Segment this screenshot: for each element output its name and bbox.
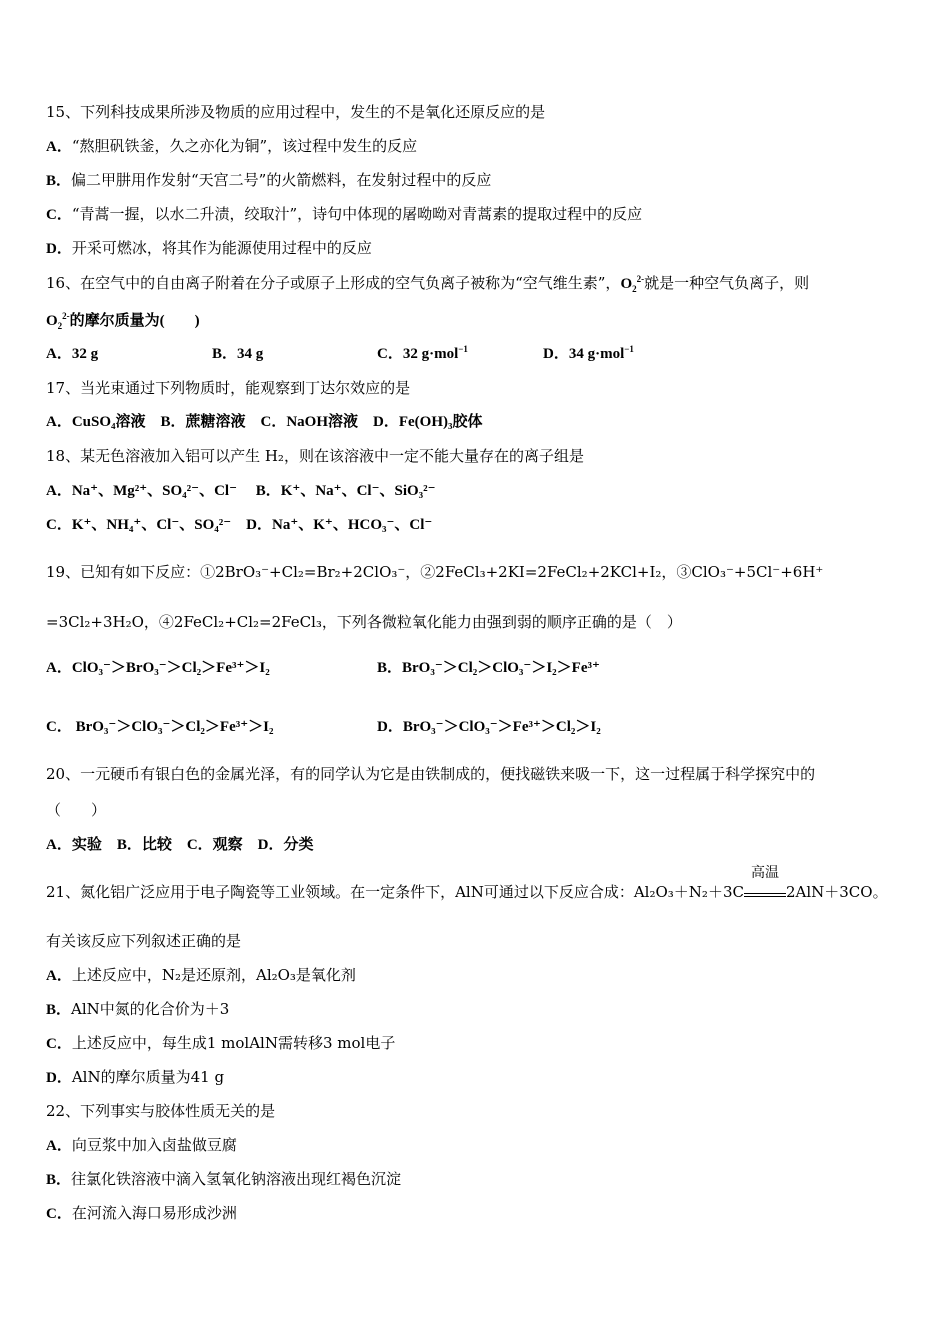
q20-stem: 20、一元硬币有银白色的金属光泽，有的同学认为它是由铁制成的，便找磁铁来吸一下，这一过程属于科学探究中的 — [46, 765, 816, 783]
q18-options-cd: C．K⁺、NH₄⁺、Cl⁻、SO₄²⁻ D．Na⁺、K⁺、HCO₃⁻、Cl⁻ — [46, 517, 433, 533]
q19-option-b: B．BrO₃⁻＞Cl₂＞ClO₃⁻＞I₂＞Fe³⁺ — [377, 660, 600, 676]
q19-option-a: A．ClO₃⁻＞BrO₃⁻＞Cl₂＞Fe³⁺＞I₂ — [46, 660, 270, 676]
q19-option-c: C． BrO₃⁻＞ClO₃⁻＞Cl₂＞Fe³⁺＞I₂ — [46, 719, 274, 735]
q18-stem: 18、某无色溶液加入铝可以产生 H₂，则在该溶液中一定不能大量存在的离子组是 — [46, 447, 584, 465]
q22-option-c: C．在河流入海口易形成沙洲 — [46, 1204, 237, 1222]
q15-stem: 15、下列科技成果所涉及物质的应用过程中，发生的不是氧化还原反应的是 — [46, 103, 546, 121]
q15-option-a: A．“熬胆矾铁釜，久之亦化为铜”，该过程中发生的反应 — [46, 137, 418, 155]
q22-stem: 22、下列事实与胶体性质无关的是 — [46, 1102, 276, 1120]
q20-paren: （ ） — [46, 801, 107, 819]
q16-option-b: B．34 g — [212, 346, 264, 362]
q15-option-b: B．偏二甲肼用作发射“天宫二号”的火箭燃料，在发射过程中的反应 — [46, 171, 492, 189]
q17-stem: 17、当光束通过下列物质时，能观察到丁达尔效应的是 — [46, 379, 411, 397]
q22-option-b: B．往氯化铁溶液中滴入氢氧化钠溶液出现红褐色沉淀 — [46, 1170, 402, 1188]
q21-option-a: A．上述反应中，N₂是还原剂，Al₂O₃是氧化剂 — [46, 966, 356, 984]
reaction-condition-arrow: 高温 — [744, 885, 786, 897]
q15-option-d: D．开采可燃冰，将其作为能源使用过程中的反应 — [46, 239, 372, 257]
q20-options: A．实验 B．比较 C．观察 D．分类 — [46, 837, 314, 853]
q17-options: A．CuSO₄溶液 B．蔗糖溶液 C．NaOH溶液 D．Fe(OH)₃胶体 — [46, 414, 483, 430]
q22-option-a: A．向豆浆中加入卤盐做豆腐 — [46, 1136, 237, 1154]
q19-option-d: D．BrO₃⁻＞ClO₃⁻＞Fe³⁺＞Cl₂＞I₂ — [377, 719, 601, 735]
q21-option-d: D．AlN的摩尔质量为41 g — [46, 1068, 225, 1086]
q16-stem-cont: $O_2^{2-}$的摩尔质量为( ) — [46, 311, 200, 331]
q21-option-c: C．上述反应中，每生成1 molAlN需转移3 mol电子 — [46, 1034, 396, 1052]
q16-option-c: C．32 g·mol$^{-1}$ — [377, 344, 468, 362]
q16-stem: 16、在空气中的自由离子附着在分子或原子上形成的空气负离子被称为“空气维生素”，$O_2^{2-}$就是一种空气负离子，则 — [46, 274, 810, 294]
q21-stem-cont: 有关该反应下列叙述正确的是 — [46, 932, 242, 950]
q18-options-ab: A．Na⁺、Mg²⁺、SO₄²⁻、Cl⁻ B．K⁺、Na⁺、Cl⁻、SiO₃²⁻ — [46, 483, 436, 499]
q15-option-c: C．“青蒿一握，以水二升渍，绞取汁”，诗句中体现的屠呦呦对青蒿素的提取过程中的反应 — [46, 205, 643, 223]
q16-option-a: A．32 g — [46, 346, 99, 362]
q16-option-d: D．34 g·mol$^{-1}$ — [543, 344, 634, 362]
q19-stem-line2: =3Cl₂+3H₂O，④2FeCl₂+Cl₂=2FeCl₃，下列各微粒氧化能力由强到弱的顺序正确的是（ ） — [46, 613, 682, 631]
q19-stem-line1: 19、已知有如下反应：①2BrO₃⁻+Cl₂=Br₂+2ClO₃⁻，②2FeCl₃+2KI=2FeCl₂+2KCl+I₂，③ClO₃⁻+5Cl⁻+6H⁺ — [46, 563, 824, 581]
q21-option-b: B．AlN中氮的化合价为＋3 — [46, 1000, 230, 1018]
q21-stem: 21、氮化铝广泛应用于电子陶瓷等工业领域。在一定条件下，AlN可通过以下反应合成：Al₂O₃＋N₂＋3C 高温 2AlN＋3CO。 — [46, 865, 888, 901]
